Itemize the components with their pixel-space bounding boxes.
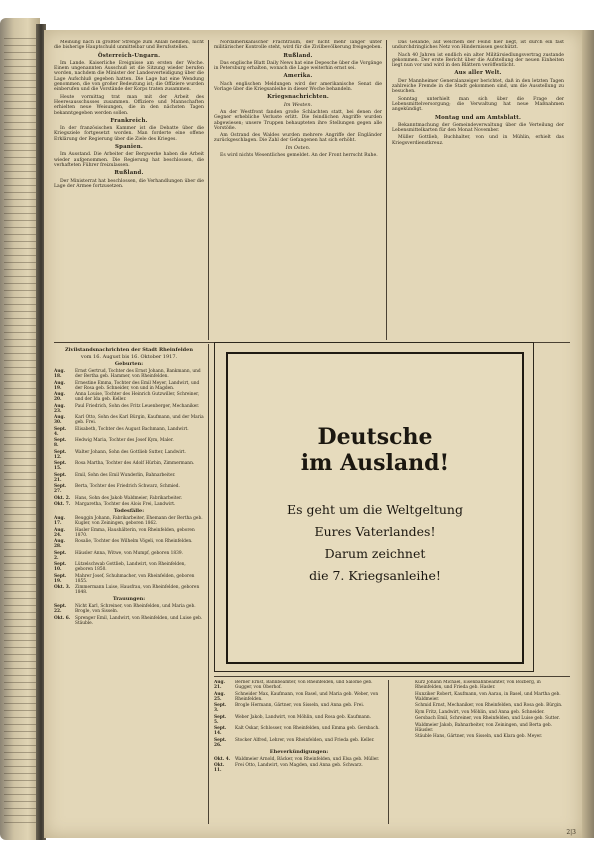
entry-text: Lützelschwab Gottlieb, Landwirt, von Rheinfelden, geboren 1850. (75, 562, 186, 572)
entry-date (394, 734, 412, 739)
registry-entry (394, 680, 564, 690)
births-list (54, 369, 204, 507)
entry-text: Häusler Anna, Witwe, von Mumpf, geboren 1839. (75, 550, 183, 556)
upper-column-3 (392, 40, 564, 340)
registry-entry (214, 738, 384, 748)
section-heading: Amerika. (283, 73, 313, 80)
registry-entry (54, 616, 204, 626)
entry-text: Hedwig Maria, Tochter des Josef Kym, Maler. (75, 438, 174, 443)
registry-entry (54, 392, 204, 402)
entry-text: Sprenger Emil, Landwirt, von Rheinfelden, und Luise geb. Stäuble. (75, 615, 203, 626)
lower-middle-column (214, 680, 384, 824)
ad-text-line-4: die 7. Kriegsanleihe! (309, 568, 441, 583)
registry-entry (54, 574, 204, 584)
entry-text: Rosalie, Tochter des Wilhelm Vögeli, von Rheinfelden. (75, 539, 193, 544)
registry-entry (394, 710, 564, 715)
paragraph: Es wird nichts Wesentliches gemeldet. An der Front herrscht Ruhe. (220, 153, 378, 159)
section-heading: Österreich-Ungarn. (97, 52, 161, 59)
banns-heading: Eheverkündigungen: (269, 748, 329, 755)
entry-text: Kalt Oskar, Schlosser, von Rheinfelden, und Emma geb. Gersbach. (235, 726, 380, 731)
deaths-heading: Todesfälle: (113, 508, 145, 514)
registry-entry (394, 716, 564, 721)
registry-entry (54, 585, 204, 595)
paragraph: Nach englischen Meldungen wird der amerikanische Senat die Vorlage über die Kriegsanleihe in dieser Woche behandeln. (214, 81, 382, 93)
entry-text: Margaretha, Tochter des Alois Frei, Landwirt. (75, 502, 176, 507)
entry-text: Stäuble Hans, Gärtner, von Sisseln, und Klara geb. Meyer. (415, 734, 543, 739)
paragraph: Das Gelände, auf welchem der Feind hier liegt, ist durch ein fast undurchdringliches Netz von Hindernissen geschützt. (392, 40, 564, 51)
lower-right-column (394, 680, 564, 824)
paragraph: Der Ministerrat hat beschlossen, die Verhandlungen über die Lage der Armee fortzusetzen. (54, 178, 204, 189)
entry-text: Rosa Martha, Tochter des Adolf Hürbin, Zimmermann. (75, 461, 195, 466)
entry-date: Aug. 25. (214, 691, 225, 702)
registry-entry (54, 369, 204, 379)
entry-text: Gersbach Emil, Schreiner, von Rheinfelden, und Luise geb. Sutter. (415, 716, 560, 721)
marriages-heading: Trauungen: (112, 596, 146, 602)
entry-date (394, 692, 412, 702)
entry-date: Aug. 17. (54, 516, 65, 526)
entry-date: Aug. 21. (214, 680, 225, 690)
registry-entry (54, 381, 204, 391)
entry-text: Waldmeier Jakob, Bahnarbeiter, von Zeiningen, und Berta geb. Häusler. (415, 722, 552, 733)
registry-entry (54, 484, 204, 494)
paragraph: Müller Gottlieb, Buchhalter, von und in Mühlin, erhielt das Kriegsverdienstkreuz. (392, 135, 564, 146)
registry-entry (214, 757, 384, 762)
registry-entry (54, 516, 204, 526)
entry-text: Ernst Gertrud, Tochter des Ernst Johann, Bankmann, und der Bertha geb. Hammer, von Rheinfelden. (75, 369, 201, 379)
paragraph: Nach 40 Jahren ist endlich ein alter Militärsiedlungsvertrag zustande gekommen. Der erste Bericht über die Aufstellung der neuen Einheiten liegt nun vor und wird in den Blättern veröffentlicht. (392, 52, 564, 69)
entry-date: Aug. 30. (54, 415, 65, 425)
subheading: Im Westen. (283, 101, 313, 108)
entry-text: Frei Otto, Landwirt, von Magden, und Anna geb. Schwarz. (235, 763, 363, 768)
entry-date: Aug. 24. (54, 527, 65, 538)
paragraph: Nordamerikanischer Frachtraum, der nicht mehr länger unter militärischer Kontrolle steht, wird für die Zivilbevölkerung freigegeben. (214, 40, 382, 51)
paragraph: Im Lande. Kaiserliche Ereignisse am ersten der Woche. Einem ungenannten Ausschuß ist die Sitzung wieder berufen worden, nachdem die Minister der Landesverteidigung über die Lage Aufschluß gegeben hatten. Die Lage hat eine Wendung genommen, die von großer Bedeutung ist; die Offiziere wurden einberufen und die Vorstände der Korps traten zusammen. (54, 60, 204, 93)
entry-text: Zimmermann Luise, Hausfrau, von Rheinfelden, geboren 1848. (75, 585, 200, 595)
subheading: Im Osten. (285, 144, 311, 151)
registry-entry (54, 415, 204, 425)
paragraph: In der französischen Kammer ist die Debatte über die Kriegsziele fortgesetzt worden. Man forderte eine offene Erklärung der Regierung über die Ziele des Krieges. (54, 126, 204, 142)
ad-headline (228, 424, 522, 476)
entry-text: Karl Otto, Sohn des Karl Bürgin, Kaufmann, und der Maria geb. Frei. (75, 415, 204, 425)
entry-date: Aug. 28. (54, 539, 65, 549)
registry-entry (54, 528, 204, 538)
registry-entry (54, 450, 204, 460)
section-rule (214, 676, 570, 677)
entry-text: Beuggin Johann, Fabrikarbeiter, Ehemann der Bertha geb. Kugler, von Zeiningen, geboren 1862. (75, 516, 203, 526)
registry-entry (54, 496, 204, 501)
entry-date: Sept. 10. (54, 562, 67, 572)
registry-entry (54, 427, 204, 437)
registry-entry (54, 461, 204, 471)
page-number: 2|3 (566, 829, 576, 836)
deaths-list (54, 516, 204, 595)
banns-list (214, 757, 384, 774)
entry-text: Mahrer Josef, Schuhmacher, von Rheinfelden, geboren 1855. (75, 573, 195, 584)
registry-entry (54, 404, 204, 414)
ad-text-line-2: Eures Vaterlandes! (314, 524, 436, 539)
registry-entry (54, 562, 204, 572)
registry-title: Zivilstandsnachrichten der Stadt Rheinfelden (64, 347, 193, 353)
registry-entry (214, 703, 384, 713)
registry-entry (214, 763, 384, 773)
entry-text: Berta, Tochter des Friedrich Schwarz, Schmied. (75, 484, 180, 489)
registry-entry (394, 723, 564, 733)
announcements-list (214, 680, 384, 748)
entry-text: Hans, Sohn des Jakob Waldmeier, Fabrikarbeiter. (75, 495, 183, 501)
registry-entry (54, 502, 204, 507)
entry-text: Stocker Alfred, Lehrer, von Rheinfelden, und Frieda geb. Keller. (235, 737, 375, 743)
section-heading: Aus aller Welt. (454, 70, 502, 77)
entry-date: Okt. 2. (54, 495, 71, 501)
left-page-edge (0, 18, 40, 840)
ad-text-line-1: Es geht um die Weltgeltung (287, 502, 463, 517)
entry-date: Sept. 3. (214, 703, 227, 713)
entry-date: Aug. 23. (54, 403, 65, 414)
entry-date: Sept. 22. (54, 604, 67, 614)
entry-date (394, 680, 412, 690)
registry-entry (214, 715, 384, 725)
entry-text: Kurz Johann Michael, Eisenbahnbeamter, von Bözberg, in Rheinfelden, und Frieda geb. Hasler. (415, 680, 541, 690)
upper-column-2 (214, 40, 382, 340)
entry-text: Waldmeier Arnold, Bäcker, von Rheinfelden, und Elsa geb. Müller. (235, 756, 380, 762)
entry-text: Berner Ernst, Bahnbeamter, von Rheinfelden, und Salome geb. Gugger, von Oberhof. (235, 680, 373, 690)
section-heading: Montag und am Amtsblatt. (434, 114, 522, 121)
ad-headline-line-1: Deutsche (317, 424, 433, 450)
paragraph: Meinung nach in größter Strenge zum Anlaß nehmen, nicht die bisherige Hauptschuld unmittelbar und Berufsstellen. (54, 40, 204, 51)
civil-registry-column (54, 346, 204, 824)
entry-text: Elisabeth, Tochter des August Bachmann, Landwirt. (75, 426, 189, 432)
entry-text: Hunziker Robert, Kaufmann, von Aarau, in Basel, und Martha geb. Waldmeier. (415, 691, 561, 702)
paragraph: Der Mannheimer Generalanzeiger berichtet, daß in den letzten Tagen zahlreiche Fremde in die Stadt gekommen sind, um die Ausstellung zu besuchen. (392, 78, 564, 95)
registry-entry (394, 734, 564, 739)
registry-entry (54, 539, 204, 549)
entry-date: Okt. 4. (214, 756, 231, 762)
paragraph: Sonntag unterhielt man sich über die Frage der Lebensmittelversorgung; die Verwaltung hat neue Maßnahmen angekündigt. (392, 96, 564, 113)
section-heading: Frankreich. (110, 117, 148, 124)
entry-text: Weber Jakob, Landwirt, von Möhlin, und Rosa geb. Kaufmann. (235, 714, 371, 720)
entry-text: Schmid Ernst, Mechaniker, von Rheinfelden, und Rosa geb. Bürgin. (415, 703, 563, 708)
entry-text: Ernestine Emma, Tochter des Emil Meyer, Landwirt, und der Rosa geb. Schneider, von und in Magden. (75, 380, 200, 391)
upper-column-1 (54, 40, 204, 340)
entry-date: Aug. 19. (54, 380, 65, 391)
page-edge-right (580, 30, 594, 838)
entry-date: Sept. 4. (54, 426, 67, 437)
registry-entry (214, 726, 384, 736)
left-page-text-lines (4, 38, 36, 828)
entry-date: Aug. 20. (54, 392, 65, 402)
registry-entry (214, 692, 384, 702)
entry-date: Sept. 5. (214, 714, 227, 725)
entry-date: Sept. 12. (54, 449, 67, 460)
registry-entry (394, 703, 564, 708)
paragraph: An der Westfront fanden große Schlachten statt, bei denen der Gegner erhebliche Verluste erlitt. Die feindlichen Angriffe wurden abgewiesen; unsere Truppen behaupteten ihre Stellungen gegen alle Vorstöße. (214, 109, 382, 131)
entry-date: Sept. 21. (54, 472, 67, 483)
registry-entry (54, 438, 204, 448)
paragraph: Heute vormittag trat man mit der Arbeit des Heeresausschusses zusammen. Offiziere und Mannschaften erhielten neue Weisungen, die in den nächsten Tagen bekanntgegeben werden sollen. (54, 94, 204, 116)
entry-date: Okt. 7. (54, 502, 71, 507)
section-heading: Spanien. (115, 144, 143, 151)
entry-text: Hasler Emma, Haushälterin, von Rheinfelden, geboren 1870. (75, 527, 195, 538)
entry-text: Schneider Max, Kaufmann, von Basel, und Maria geb. Weber, von Rheinfelden. (235, 691, 379, 702)
entry-text: Nicht Karl, Schreiner, von Rheinfelden, und Maria geb. Brogle, von Sisseln. (75, 604, 196, 614)
entry-date: Sept. 15. (54, 461, 67, 471)
registry-entry (54, 604, 204, 614)
column-rule (208, 40, 209, 340)
column-rule (388, 680, 389, 824)
births-heading: Geburten: (114, 361, 144, 367)
entry-text: Emil, Sohn des Emil Wunderlin, Bahnarbeiter. (75, 472, 176, 478)
entry-date: Okt. 6. (54, 615, 71, 621)
marriage-announcements-list (394, 680, 564, 739)
entry-date (394, 710, 412, 715)
marriages-list (54, 604, 204, 626)
paragraph: Das englische Blatt Daily News hat eine Depesche über die Vorgänge in Petersburg erhalten, wonach die Lage weiterhin ernst sei. (214, 60, 382, 72)
entry-text: Walter Johann, Sohn des Gottlieb Sutter, Landwirt. (75, 449, 186, 455)
ad-text-line-3: Darum zeichnet (324, 546, 426, 561)
registry-entry (54, 551, 204, 561)
entry-date: Sept. 8. (54, 438, 67, 448)
entry-date: Aug. 18. (54, 369, 65, 379)
entry-date (394, 703, 412, 708)
registry-entry (54, 473, 204, 483)
entry-date (394, 723, 412, 733)
section-heading: Rußland. (283, 52, 313, 59)
entry-date: Sept. 27. (54, 484, 67, 494)
registry-entry (394, 692, 564, 702)
entry-date: Sept. 2. (54, 550, 67, 561)
paragraph: Am Ostrand des Waldes wurden mehrere Angriffe der Engländer zurückgeschlagen. Die Zahl der Gefangenen hat sich erhöht. (214, 133, 382, 144)
section-heading: Kriegsnachrichten. (267, 94, 329, 101)
entry-text: Brogle Hermann, Gärtner, von Sisseln, und Anna geb. Frei. (235, 703, 365, 708)
entry-date: Sept. 26. (214, 737, 227, 748)
registry-subtitle: vom 16. August bis 16. Oktober 1917. (80, 354, 178, 360)
section-heading: Rußland. (114, 170, 144, 177)
paragraph: Bekanntmachung der Gemeindeverwaltung über die Verteilung der Lebensmittelkarten für den Monat November. (392, 122, 564, 134)
column-rule (208, 344, 209, 824)
column-rule (386, 40, 387, 340)
registry-entry (214, 680, 384, 690)
entry-text: Paul Friedrich, Sohn des Fritz Leuenberger, Mechaniker. (75, 403, 200, 409)
paragraph: Im Ausstand. Die Arbeiter der Bergwerke haben die Arbeit wieder aufgenommen. Die Regierung hat beschlossen, die verhafteten Führer freizulassen. (54, 152, 204, 168)
entry-date (394, 716, 412, 721)
war-bond-advertisement (226, 352, 524, 664)
ad-headline-line-2: im Ausland! (300, 450, 450, 476)
entry-text: Anna Louise, Tochter des Heinrich Gutzwiller, Schreiner, und der Ida geb. Keller. (75, 392, 200, 402)
entry-date: Sept. 14. (214, 726, 227, 736)
entry-date: Okt. 11. (214, 763, 225, 773)
entry-date: Okt. 3. (54, 585, 71, 590)
entry-date: Sept. 19. (54, 573, 67, 584)
entry-text: Kym Fritz, Landwirt, von Möhlin, und Anna geb. Schneider. (415, 709, 545, 715)
